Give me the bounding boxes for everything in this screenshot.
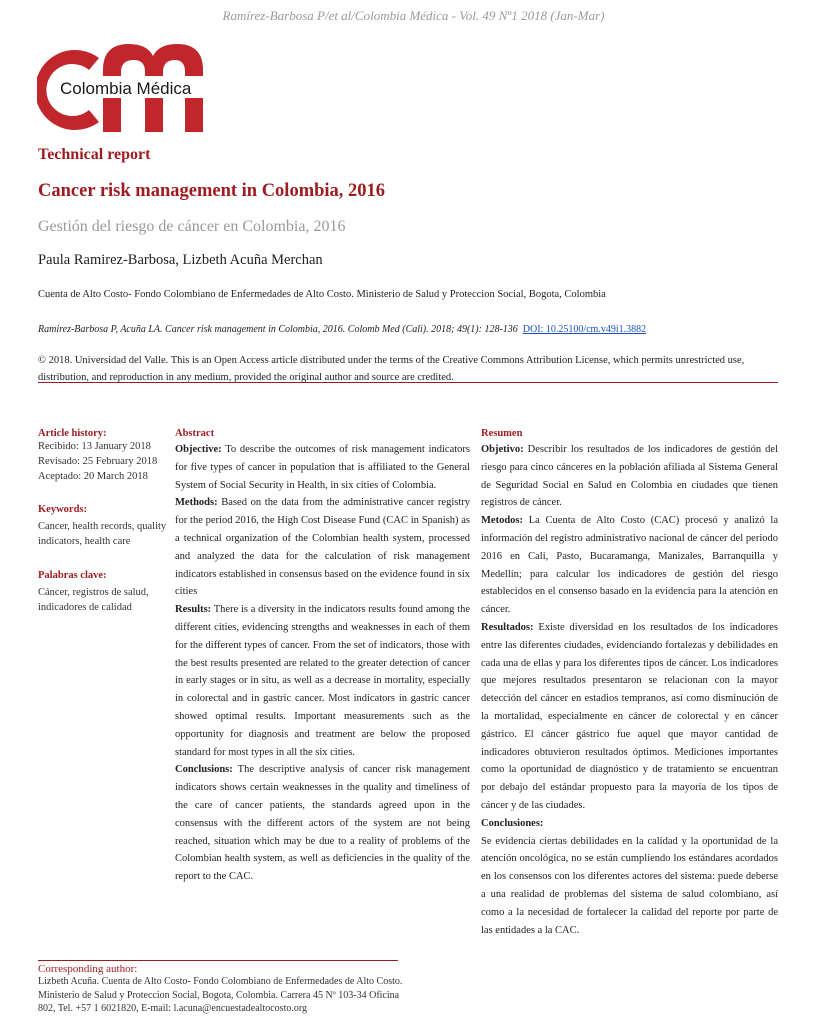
resumen-objetivo: [481, 441, 778, 512]
methods-label: Methods:: [175, 497, 218, 509]
conclusions-label: Conclusions:: [175, 764, 233, 776]
citation: [38, 324, 646, 335]
divider: [38, 382, 778, 383]
citation-text: Ramirez-Barbosa P, Acuña LA. Cancer risk management in Colombia, 2016. Colomb Med (Cali). 2018; 49(1): 128-136: [38, 324, 518, 335]
keywords: [38, 504, 170, 549]
resumen-conclusiones: Se evidencia ciertas debilidades en la calidad y la oportunidad de la atención oncológica, no se están cumpliendo los estándares acordados en los consensos con los diferentes actores del sistema: puede deberse a una realidad de problemas del sistema de salud colombiano, así como a la necesidad de fortalecer la calidad del reporte por parte de las entidades a la CAC.: [481, 835, 778, 936]
objective-text: To describe the outcomes of risk management indicators for five types of cancer in population that is affiliated to the General System of Social Security in Health, in six cities of Colombia.: [175, 444, 470, 491]
doi-link[interactable]: DOI: 10.25100/cm.v49i1.3882: [522, 324, 647, 335]
objetivo-label: Objetivo:: [481, 444, 524, 455]
received-date: Recibido: 13 January 2018: [38, 441, 151, 452]
methods-text: Based on the data from the administrative cancer registry for the period 2016, the High Cost Disease Fund (CAC in Spanish) as a technical organization of the Colombian health system, processed and analyzed the data for the calculation of risk management indicators established in consensus based on the evidence found in six cities: [175, 497, 470, 598]
abstract-objective: [175, 441, 470, 494]
resumen-conclusiones-heading: [481, 815, 778, 833]
corresponding-author-heading: Corresponding author:: [38, 963, 138, 975]
accepted-date: Aceptado: 20 March 2018: [38, 471, 148, 482]
affiliation: Cuenta de Alto Costo- Fondo Colombiano de Enfermedades de Alto Costo. Ministerio de Salud y Proteccion Social, Bogota, Colombia: [38, 289, 606, 300]
authors: Paula Ramirez-Barbosa, Lizbeth Acuña Merchan: [38, 252, 323, 268]
license-notice: © 2018. Universidad del Valle. This is an Open Access article distributed under the terms of the Creative Commons Attribution License, which permits unrestricted use, distribution, and reproduction in any medium, provided the original author and source are credited.: [38, 355, 745, 383]
article-history: [38, 428, 168, 484]
running-header: Ramírez-Barbosa P/et al/Colombia Médica - Vol. 49 Nº1 2018 (Jan-Mar): [222, 8, 605, 23]
results-label: Results:: [175, 604, 212, 616]
palabras-clave-heading: Palabras clave:: [38, 570, 107, 581]
resumen-resultados: [481, 619, 778, 815]
objective-label: Objective:: [175, 444, 222, 455]
logo-text: Colombia Médica: [60, 79, 192, 98]
article-history-heading: Article history:: [38, 428, 107, 439]
results-text: There is a diversity in the indicators results found among the different cities, evidencing strengths and weaknesses in each of them for the different types of cancer. From the set of indicators, those with the best results presented are related to the greater detection of cancer in early stages or in situ, as well as a decrease in mortality, especially in colorectal and in gastric cancer. Most indicators in gastric cancer showed optimal results. Important measurements such as the opportunity for diagnosis and treatment are below the proposed standard for most types in all the six cities.: [175, 604, 470, 758]
abstract-conclusions: [175, 761, 470, 886]
article-title: Cancer risk management in Colombia, 2016: [38, 181, 386, 201]
corresponding-author-text: Lizbeth Acuña. Cuenta de Alto Costo- Fondo Colombiano de Enfermedades de Alto Costo. Ministerio de Salud y Proteccion Social, Bogota, Colombia. Carrera 45 Nº 103-34 Oficina 802, Tel. +57 1 6021820, E-mail: l.acuna@encuestadealtocosto.org: [38, 976, 403, 1014]
abstract-methods: [175, 494, 470, 601]
resultados-text: Existe diversidad en los resultados de los indicadores entre las diferentes ciudades, evidenciando fortalezas y debilidades en cada una de ellas y para los diferentes tipos de cáncer. Los indicadores que mejores resultados presentaron se relacionan con la mayor detección del cáncer en estadios tempranos, así como disminución de la mortalidad, especialmente en cáncer de colorectal y en cáncer gástrico. El cáncer gástrico fue aquel que mayor cantidad de indicadores obtuvieron resultados óptimos. Mediciones importantes como la oportunidad de diagnóstico y de tratamiento se encuentran por debajo del estándar propuesto para la mayoría de los tipos de cáncer y de las ciudades.: [481, 621, 778, 811]
metodos-label: Metodos:: [481, 515, 523, 527]
resumen-heading: Resumen: [481, 428, 523, 439]
palabras-clave-text: Cáncer, registros de salud, indicadores de calidad: [38, 587, 149, 613]
abstract: [175, 426, 470, 886]
article-subtitle: Gestión del riesgo de cáncer en Colombia, 2016: [38, 218, 346, 235]
footer-divider: [38, 960, 398, 961]
abstract-heading: Abstract: [175, 428, 215, 439]
resultados-label: Resultados:: [481, 621, 534, 633]
abstract-results: [175, 601, 470, 761]
keywords-heading: Keywords:: [38, 504, 87, 515]
section-type: Technical report: [38, 146, 151, 163]
revised-date: Revisado: 25 February 2018: [38, 456, 158, 467]
conclusiones-label: Conclusiones:: [481, 817, 544, 829]
metodos-text: La Cuenta de Alto Costo (CAC) procesó y analizó la información del registro administrativo nacional de cáncer del periodo 2016 en Cali, Pasto, Bucaramanga, Manizales, Barranquilla y Medellín; para calcular los indicadores de gestión del riesgo establecidos en el consenso basado en la evidencia para la atención en cáncer.: [481, 515, 778, 616]
keywords-text: Cancer, health records, quality indicators, health care: [38, 521, 167, 547]
resumen: [481, 426, 778, 939]
conclusions-text: The descriptive analysis of cancer risk management indicators shows certain weaknesses in the quality and timeliness of the care of cancer patients, the standards agreed upon in the consensus with the different actors of the system are not being reached, situation which may be due to a reality of problems of the Colombian health system, as well as deficiencies in the quality of the report to the CAC.: [175, 764, 470, 883]
resumen-metodos: [481, 512, 778, 619]
objetivo-text: Describir los resultados de los indicadores de gestión del riesgo para cinco cánceres en la población afiliada al Sistema General de Seguridad Social en Salud en Colombia en ciudades que tienen registros de cáncer.: [481, 444, 778, 509]
corresponding-author: [38, 963, 418, 1016]
palabras-clave: [38, 570, 170, 615]
